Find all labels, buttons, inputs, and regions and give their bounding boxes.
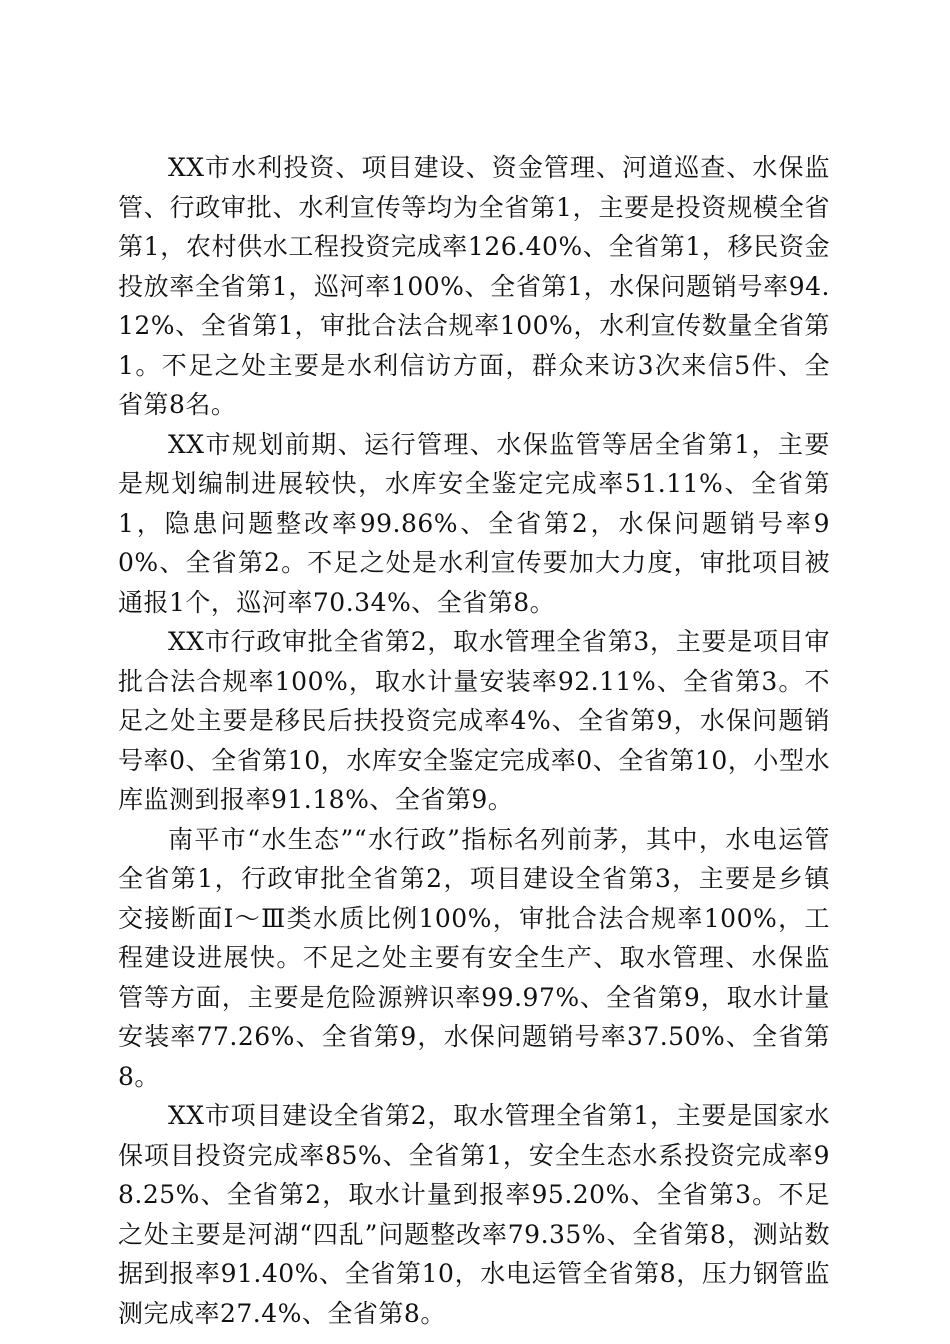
paragraph-4: 南平市“水生态”“水行政”指标名列前茅，其中，水电运管全省第1，行政审批全省第2，项目建设全省第3，主要是乡镇交接断面Ⅰ～Ⅲ类水质比例100%，审批合法合规率100%，工程建设进展快。不足之处主要有安全生产、取水管理、水保监管等方面，主要是危险源辨识率99.97%、全省第9，取水计量安装率77.26%、全省第9，水保问题销号率37.50%、全省第8。 <box>118 824 830 1091</box>
paragraph-1: XX市水利投资、项目建设、资金管理、河道巡查、水保监管、行政审批、水利宣传等均为全省第1，主要是投资规模全省第1，农村供水工程投资完成率126.40%、全省第1，移民资金投放率全省第1，巡河率100%、全省第1，水保问题销号率94.12%、全省第1，审批合法合规率100%，水利宣传数量全省第1。不足之处主要是水利信访方面，群众来访3次来信5件、全省第8名。 <box>118 153 830 419</box>
paragraph-3: XX市行政审批全省第2，取水管理全省第3，主要是项目审批合法合规率100%，取水计量安装率92.11%、全省第3。不足之处主要是移民后扶投资完成率4%、全省第9，水保问题销号率0、全省第10，水库安全鉴定完成率0、全省第10，小型水库监测到报率91.18%、全省第9。 <box>118 627 830 814</box>
document-body <box>118 148 830 1333</box>
paragraph-2: XX市规划前期、运行管理、水保监管等居全省第1，主要是规划编制进展较快，水库安全鉴定完成率51.11%、全省第1，隐患问题整改率99.86%、全省第2，水保问题销号率90%、全省第2。不足之处是水利宣传要加大力度，审批项目被通报1个，巡河率70.34%、全省第8。 <box>118 429 830 617</box>
paragraph-5: XX市项目建设全省第2，取水管理全省第1，主要是国家水保项目投资完成率85%、全省第1，安全生态水系投资完成率98.25%、全省第2，取水计量到报率95.20%、全省第3。不足之处主要是河湖“四乱”问题整改率79.35%、全省第8，测站数据到报率91.40%、全省第10，水电运管全省第8，压力钢管监测完成率27.4%、全省第8。 <box>118 1101 830 1328</box>
